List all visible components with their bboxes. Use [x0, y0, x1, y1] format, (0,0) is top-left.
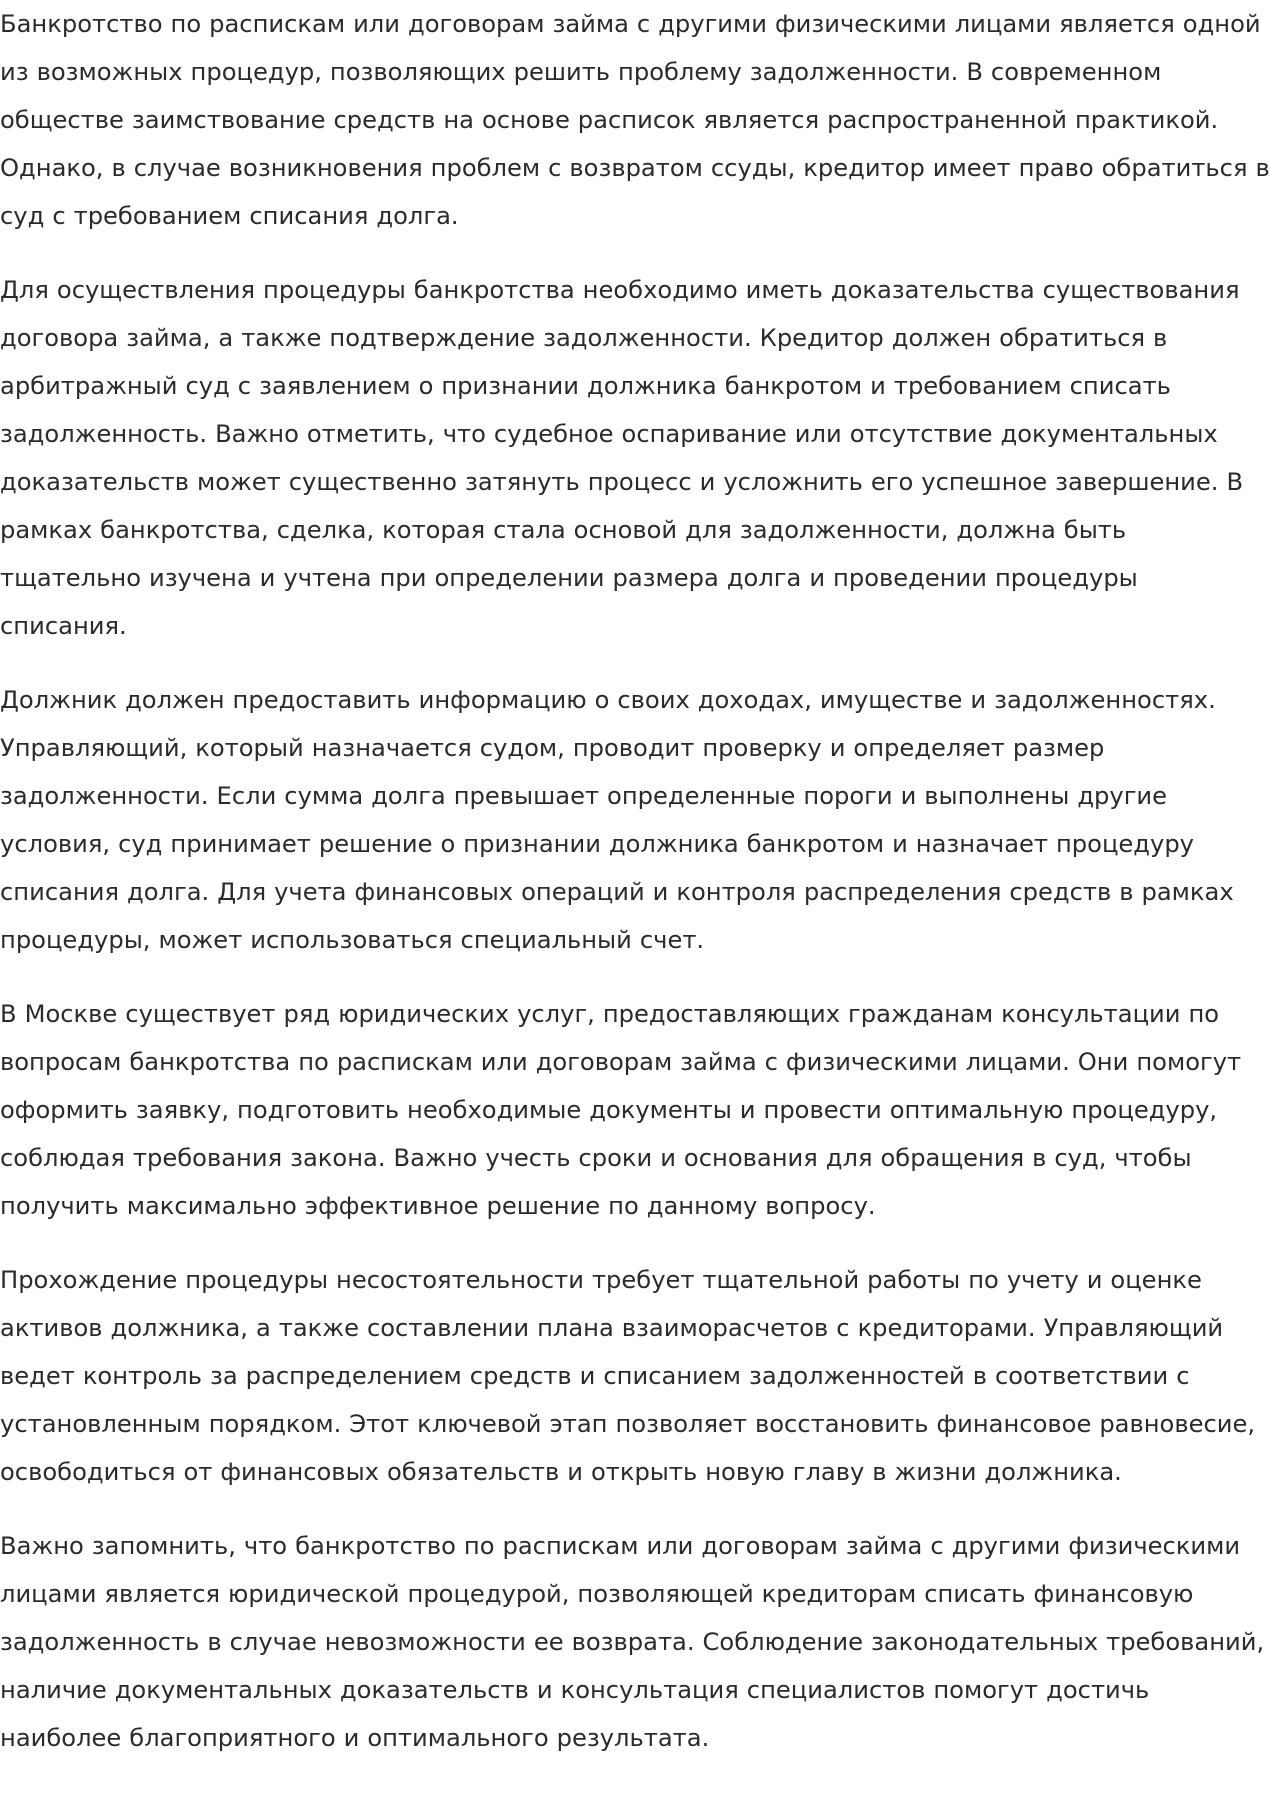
paragraph-3: Должник должен предоставить информацию о своих доходах, имуществе и задолженностях. Управляющий, который назначается судом, проводит проверку и определяет размер задолженности. Если сумма долга превышает определенные пороги и выполнены другие условия, суд принимает решение о признании должника банкротом и назначает процедуру списания долга. Для учета финансовых операций и контроля распределения средств в рамках процедуры, может использоваться специальный счет. — [0, 686, 1234, 954]
paragraph-6: Важно запомнить, что банкротство по распискам или договорам займа с другими физическими лицами является юридической процедурой, позволяющей кредиторам списать финансовую задолженность в случае невозможности ее возврата. Соблюдение законодательных требований, наличие документальных доказательств и консультация специалистов помогут достичь наиболее благоприятного и оптимального результата. — [0, 1532, 1265, 1752]
paragraph-5: Прохождение процедуры несостоятельности требует тщательной работы по учету и оценке активов должника, а также составлении плана взаиморасчетов с кредиторами. Управляющий ведет контроль за распределением средств и списанием задолженностей в соответствии с установленным порядком. Этот ключевой этап позволяет восстановить финансовое равновесие, освободиться от финансовых обязательств и открыть новую главу в жизни должника. — [0, 1266, 1256, 1486]
paragraph-2: Для осуществления процедуры банкротства необходимо иметь доказательства существования договора займа, а также подтверждение задолженности. Кредитор должен обратиться в арбитражный суд с заявлением о признании должника банкротом и требованием списать задолженность. Важно отметить, что судебное оспаривание или отсутствие документальных доказательств может существенно затянуть процесс и усложнить его успешное завершение. В рамках банкротства, сделка, которая стала основой для задолженности, должна быть тщательно изучена и учтена при определении размера долга и проведении процедуры списания. — [0, 276, 1244, 640]
paragraph-1: Банкротство по распискам или договорам займа с другими физическими лицами является одной из возможных процедур, позволяющих решить проблему задолженности. В современном обществе заимствование средств на основе расписок является распространенной практикой. Однако, в случае возникновения проблем с возвратом ссуды, кредитор имеет право обратиться в суд с требованием списания долга. — [0, 10, 1270, 230]
paragraph-4: В Москве существует ряд юридических услуг, предоставляющих гражданам консультации по вопросам банкротства по распискам или договорам займа с физическими лицами. Они помогут оформить заявку, подготовить необходимые документы и провести оптимальную процедуру, соблюдая требования закона. Важно учесть сроки и основания для обращения в суд, чтобы получить максимально эффективное решение по данному вопросу. — [0, 1000, 1242, 1220]
